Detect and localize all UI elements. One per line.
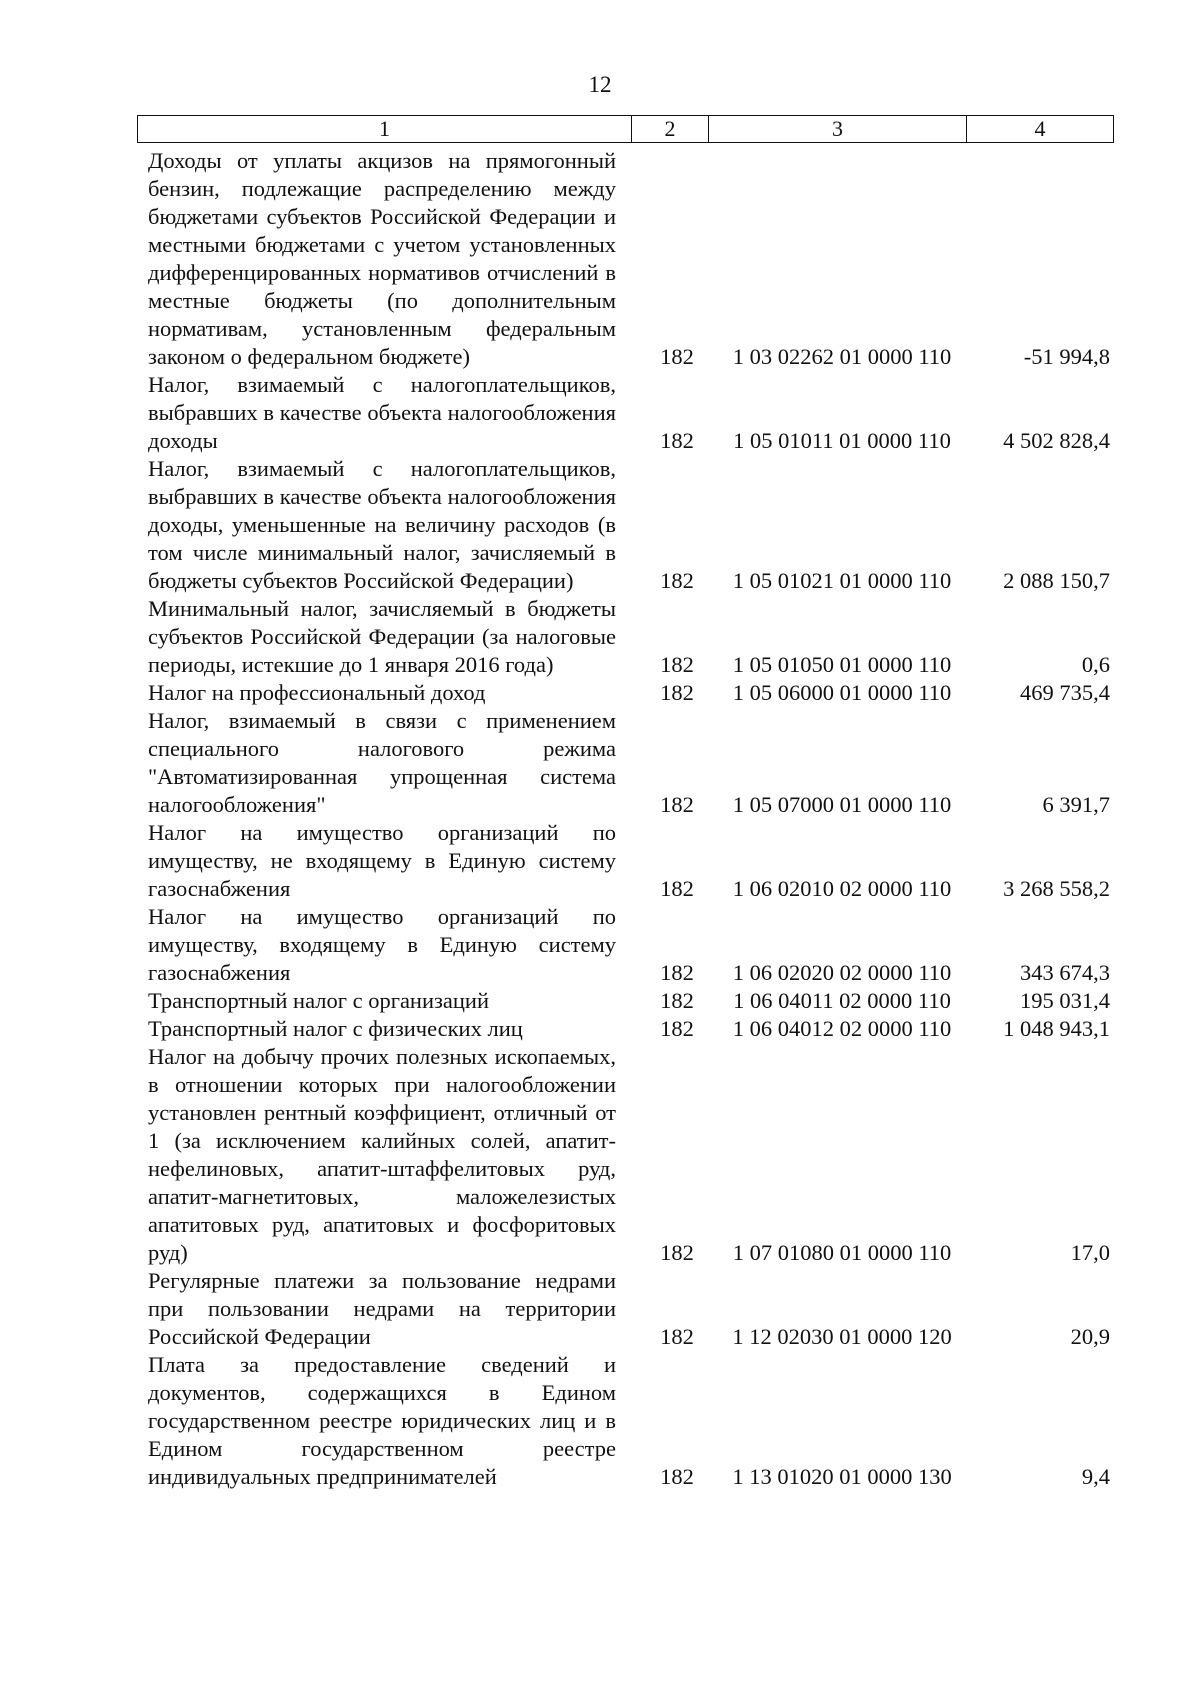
row-admin-code: 182 xyxy=(660,1016,694,1041)
page-number: 12 xyxy=(588,72,612,97)
table-row xyxy=(148,455,1118,595)
row-admin-code: 182 xyxy=(660,568,694,593)
row-admin-code: 182 xyxy=(660,428,694,453)
row-admin-code: 182 xyxy=(660,1464,694,1489)
row-name: Транспортный налог с организаций xyxy=(148,988,490,1013)
row-admin-code: 182 xyxy=(660,344,694,369)
row-amount: 4 502 828,4 xyxy=(1003,428,1110,453)
row-amount: -51 994,8 xyxy=(1023,344,1110,369)
row-amount: 6 391,7 xyxy=(1042,792,1110,817)
row-admin-code: 182 xyxy=(660,960,694,985)
header-col-2: 2 xyxy=(632,116,709,142)
row-name: Регулярные платежи за пользование недрами при пользовании недрами на территории Российской Федерации xyxy=(148,1268,616,1349)
row-name: Минимальный налог, зачисляемый в бюджеты субъектов Российской Федерации (за налоговые периоды, истекшие до 1 января 2016 года) xyxy=(148,596,616,677)
row-name: Налог на имущество организаций по имуществу, входящему в Единую систему газоснабжения xyxy=(148,904,616,985)
row-name: Налог, взимаемый в связи с применением специального налогового режима "Автоматизированная упрощенная система налогообложения" xyxy=(148,708,616,817)
row-amount: 0,6 xyxy=(1081,652,1110,677)
row-amount: 17,0 xyxy=(1070,1240,1110,1265)
table-row xyxy=(148,371,1118,455)
row-name: Плата за предоставление сведений и документов, содержащихся в Едином государственном реестре юридических лиц и в Едином государственном реестре индивидуальных предпринимателей xyxy=(148,1352,616,1489)
table-row xyxy=(148,819,1118,903)
row-budget-code: 1 05 07000 01 0000 110 xyxy=(732,792,952,817)
row-amount: 343 674,3 xyxy=(1020,960,1110,985)
row-amount: 469 735,4 xyxy=(1020,680,1110,705)
row-name: Налог на профессиональный доход xyxy=(148,680,486,705)
row-budget-code: 1 03 02262 01 0000 110 xyxy=(732,344,952,369)
row-amount: 1 048 943,1 xyxy=(1003,1016,1110,1041)
row-budget-code: 1 12 02030 01 0000 120 xyxy=(732,1324,952,1349)
row-budget-code: 1 13 01020 01 0000 130 xyxy=(732,1464,952,1489)
row-admin-code: 182 xyxy=(660,876,694,901)
table-row xyxy=(148,147,1118,371)
row-amount: 3 268 558,2 xyxy=(1003,876,1110,901)
row-admin-code: 182 xyxy=(660,680,694,705)
row-budget-code: 1 05 01050 01 0000 110 xyxy=(732,652,952,677)
table-row xyxy=(148,679,1118,707)
row-admin-code: 182 xyxy=(660,988,694,1013)
row-admin-code: 182 xyxy=(660,652,694,677)
header-col-4: 4 xyxy=(1034,116,1046,141)
table-body xyxy=(148,147,1118,1491)
row-admin-code: 182 xyxy=(660,792,694,817)
row-name: Доходы от уплаты акцизов на прямогонный бензин, подлежащие распределению между бюджетами субъектов Российской Федерации и местными бюджетами с учетом установленных дифференцированных нормативов отчислений в местные бюджеты (по дополнительным нормативам, установленным федеральным законом о федеральном бюджете) xyxy=(148,148,616,369)
header-col-3: 3 xyxy=(709,116,967,142)
row-budget-code: 1 06 02020 02 0000 110 xyxy=(732,960,952,985)
row-budget-code: 1 06 02010 02 0000 110 xyxy=(732,876,952,901)
table-row xyxy=(148,1015,1118,1043)
table-row xyxy=(148,903,1118,987)
row-name: Налог на добычу прочих полезных ископаемых, в отношении которых при налогообложении установлен рентный коэффициент, отличный от 1 (за исключением калийных солей, апатит-нефелиновых, апатит-штаффелитовых руд, апатит-магнетитовых, маложелезистых апатитовых руд, апатитовых и фосфоритовых руд) xyxy=(148,1044,616,1265)
table-row xyxy=(148,1043,1118,1267)
table-row xyxy=(148,707,1118,819)
row-name: Налог, взимаемый с налогоплательщиков, выбравших в качестве объекта налогообложения доходы, уменьшенные на величину расходов (в том числе минимальный налог, зачисляемый в бюджеты субъектов Российской Федерации) xyxy=(148,456,616,593)
row-budget-code: 1 07 01080 01 0000 110 xyxy=(732,1240,952,1265)
table-row xyxy=(148,987,1118,1015)
row-name: Налог на имущество организаций по имуществу, не входящему в Единую систему газоснабжения xyxy=(148,820,616,901)
row-amount: 20,9 xyxy=(1070,1324,1110,1349)
row-budget-code: 1 05 06000 01 0000 110 xyxy=(732,680,952,705)
row-name: Транспортный налог с физических лиц xyxy=(148,1016,523,1041)
row-budget-code: 1 05 01011 01 0000 110 xyxy=(733,428,951,453)
row-admin-code: 182 xyxy=(660,1240,694,1265)
row-amount: 195 031,4 xyxy=(1020,988,1110,1013)
table-row xyxy=(148,1267,1118,1351)
row-amount: 2 088 150,7 xyxy=(1003,568,1110,593)
table-row xyxy=(148,1351,1118,1491)
table-header xyxy=(137,115,1114,143)
header-col-1: 1 xyxy=(138,116,632,142)
row-admin-code: 182 xyxy=(660,1324,694,1349)
table-row xyxy=(148,595,1118,679)
row-amount: 9,4 xyxy=(1081,1464,1110,1489)
row-budget-code: 1 06 04012 02 0000 110 xyxy=(732,1016,952,1041)
row-name: Налог, взимаемый с налогоплательщиков, выбравших в качестве объекта налогообложения доходы xyxy=(148,372,616,453)
row-budget-code: 1 06 04011 02 0000 110 xyxy=(733,988,951,1013)
row-budget-code: 1 05 01021 01 0000 110 xyxy=(732,568,952,593)
